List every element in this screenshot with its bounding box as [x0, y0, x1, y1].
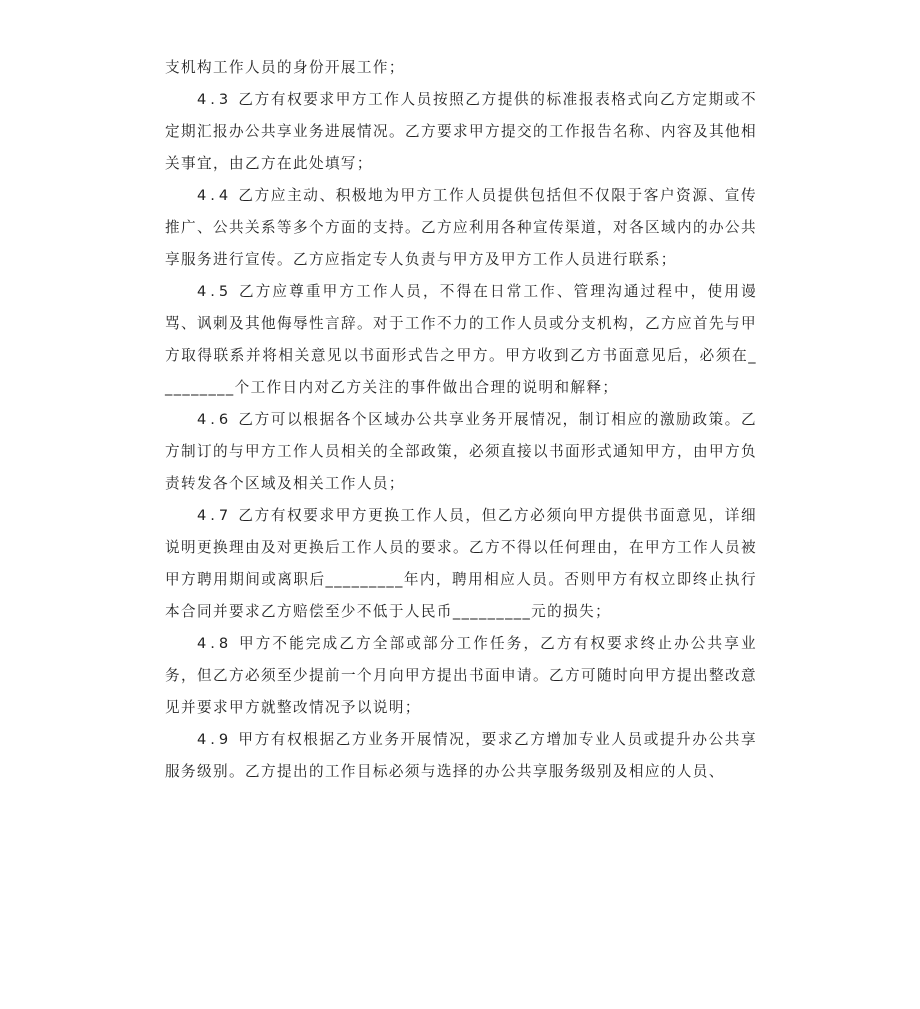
- clause-number: 4.5: [197, 283, 233, 300]
- clause-4-3: [165, 84, 757, 180]
- paragraph-continuation: [165, 52, 757, 84]
- clause-text-end: 元的损失；: [531, 603, 612, 620]
- clause-number: 4.4: [197, 187, 233, 204]
- clause-text: 乙方有权要求甲方更换工作人员，但乙方必须向甲方提供书面意见，详细说明更换理由及对更换后工作人员的要求。乙方不得以任何理由，在甲方工作人员被甲方聘用期间或离职后: [165, 507, 757, 588]
- clause-text: 甲方不能完成乙方全部或部分工作任务，乙方有权要求终止办公共享业务，但乙方必须至少提前一个月向甲方提出书面申请。乙方可随时向甲方提出整改意见并要求甲方就整改情况予以说明；: [165, 635, 757, 716]
- clause-text: 乙方应尊重甲方工作人员，不得在日常工作、管理沟通过程中，使用谩骂、讽刺及其他侮辱性言辞。对于工作不力的工作人员或分支机构，乙方应首先与甲方取得联系并将相关意见以书面形式告之甲方。甲方收到乙方书面意见后，必须在: [165, 283, 757, 364]
- fill-in-blank-days: _________: [165, 347, 757, 396]
- clause-text-continued: 年内，聘用相应人员。否则甲方有权立即终止执行本合同并要求乙方赔偿至少不低于人民币: [165, 571, 757, 620]
- clause-number: 4.9: [197, 731, 233, 748]
- fill-in-blank-amount: _________: [452, 603, 532, 620]
- document-page: [165, 52, 757, 788]
- clause-4-6: [165, 404, 757, 500]
- clause-number: 4.7: [197, 507, 233, 524]
- clause-text: 甲方有权根据乙方业务开展情况，要求乙方增加专业人员或提升办公共享服务级别。乙方提出的工作目标必须与选择的办公共享服务级别及相应的人员、: [165, 731, 757, 780]
- clause-4-7: [165, 500, 757, 628]
- paragraph-text: 支机构工作人员的身份开展工作；: [165, 59, 405, 76]
- clause-number: 4.6: [197, 411, 233, 428]
- clause-number: 4.3: [197, 91, 233, 108]
- clause-4-4: [165, 180, 757, 276]
- clause-text-continued: 个工作日内对乙方关注的事件做出合理的说明和解释；: [234, 379, 619, 396]
- clause-text: 乙方应主动、积极地为甲方工作人员提供包括但不仅限于客户资源、宣传推广、公共关系等多个方面的支持。乙方应利用各种宣传渠道，对各区域内的办公共享服务进行宣传。乙方应指定专人负责与甲方及甲方工作人员进行联系；: [165, 187, 757, 268]
- clause-4-8: [165, 628, 757, 724]
- clause-text: 乙方可以根据各个区域办公共享业务开展情况，制订相应的激励政策。乙方制订的与甲方工作人员相关的全部政策，必须直接以书面形式通知甲方，由甲方负责转发各个区域及相关工作人员；: [165, 411, 757, 492]
- clause-4-9: [165, 724, 757, 788]
- clause-number: 4.8: [197, 635, 233, 652]
- fill-in-blank-years: _________: [325, 571, 404, 588]
- clause-4-5: [165, 276, 757, 404]
- clause-text: 乙方有权要求甲方工作人员按照乙方提供的标准报表格式向乙方定期或不定期汇报办公共享业务进展情况。乙方要求甲方提交的工作报告名称、内容及其他相关事宜，由乙方在此处填写；: [165, 91, 757, 172]
